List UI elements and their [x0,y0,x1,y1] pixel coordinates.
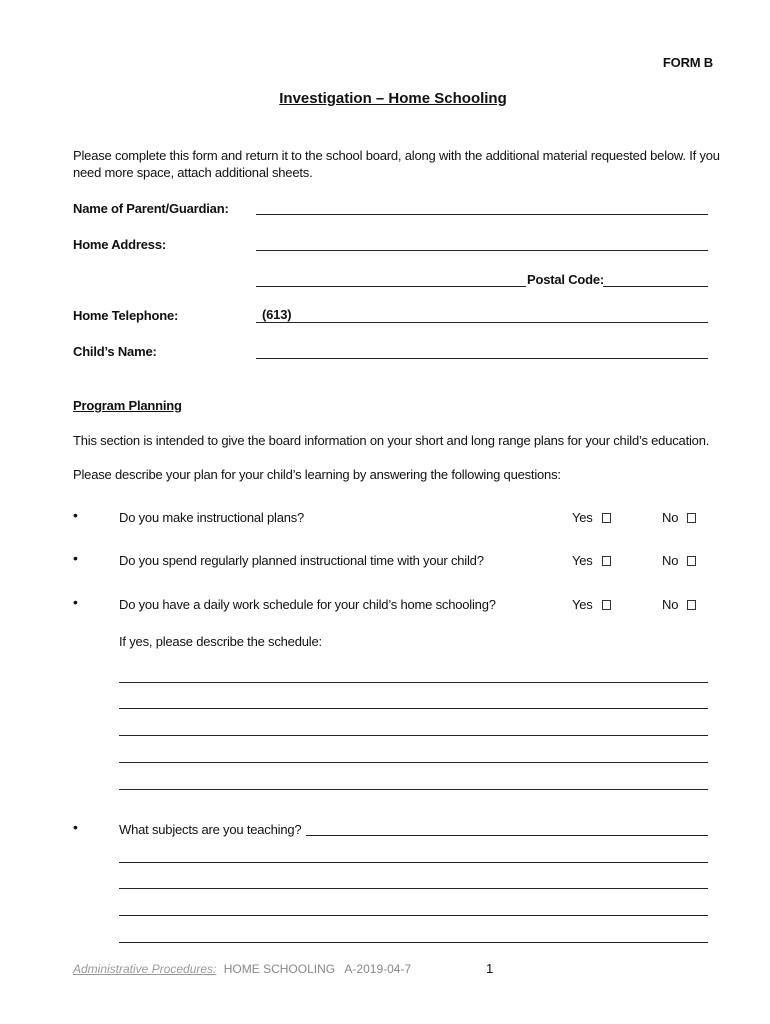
q3-yes[interactable] [572,596,611,613]
question-1: Do you make instructional plans? [119,510,305,525]
schedule-prompt: If yes, please describe the schedule: [119,634,322,649]
footer-procedures: Administrative Procedures: [73,962,217,976]
q1-yes[interactable] [572,509,611,526]
q3-no-label: No [662,597,679,612]
q1-no[interactable] [662,509,696,526]
section-para-1: This section is intended to give the board information on your short and long range plans for your child’s education. [73,433,710,448]
telephone-area-code: (613) [262,307,292,322]
footer [73,962,411,976]
q2-yes-label: Yes [572,553,593,568]
question-3: Do you have a daily work schedule for your child’s home schooling? [119,597,496,612]
form-label: FORM B [662,55,713,70]
address-label: Home Address: [73,237,166,252]
q2-no-label: No [662,553,679,568]
subjects-line[interactable] [119,942,708,943]
page-number: 1 [486,961,494,976]
schedule-line[interactable] [119,735,708,736]
schedule-line[interactable] [119,708,708,709]
bullet-1: • [73,507,78,523]
schedule-line[interactable] [119,682,708,683]
parent-field[interactable] [256,196,708,215]
q3-no-checkbox[interactable] [687,600,696,610]
schedule-line[interactable] [119,789,708,790]
section-heading: Program Planning [73,398,182,413]
q3-yes-label: Yes [572,597,593,612]
child-label: Child’s Name: [73,344,157,359]
child-field[interactable] [256,340,708,359]
q3-no[interactable] [662,596,696,613]
q2-yes-checkbox[interactable] [602,556,611,566]
address-field[interactable] [256,232,708,251]
subjects-line[interactable] [119,915,708,916]
q3-yes-checkbox[interactable] [602,600,611,610]
subjects-line[interactable] [119,862,708,863]
intro-text: Please complete this form and return it to the school board, along with the additional material requested below. If you need more space, attach additional sheets. [73,148,720,180]
footer-doc: HOME SCHOOLING A-2019-04-7 [223,962,412,976]
schedule-line[interactable] [119,762,708,763]
q1-no-label: No [662,510,679,525]
q2-yes[interactable] [572,552,611,569]
q1-yes-checkbox[interactable] [602,513,611,523]
q1-no-checkbox[interactable] [687,513,696,523]
subjects-question: What subjects are you teaching? [119,822,302,837]
telephone-field[interactable] [256,304,708,323]
page-title: Investigation – Home Schooling [279,90,507,107]
postal-label: Postal Code: [527,272,605,287]
q1-yes-label: Yes [572,510,593,525]
section-para-2: Please describe your plan for your child’s learning by answering the following questions: [73,467,561,482]
question-2: Do you spend regularly planned instructional time with your child? [119,553,484,568]
q2-no[interactable] [662,552,696,569]
parent-label: Name of Parent/Guardian: [73,201,229,216]
address-line2-field[interactable] [256,268,526,287]
telephone-label: Home Telephone: [73,308,179,323]
q2-no-checkbox[interactable] [687,556,696,566]
subjects-line[interactable] [119,888,708,889]
postal-field[interactable] [603,268,708,287]
bullet-4: • [73,819,78,835]
subjects-line[interactable] [306,835,708,836]
bullet-3: • [73,594,78,610]
bullet-2: • [73,550,78,566]
